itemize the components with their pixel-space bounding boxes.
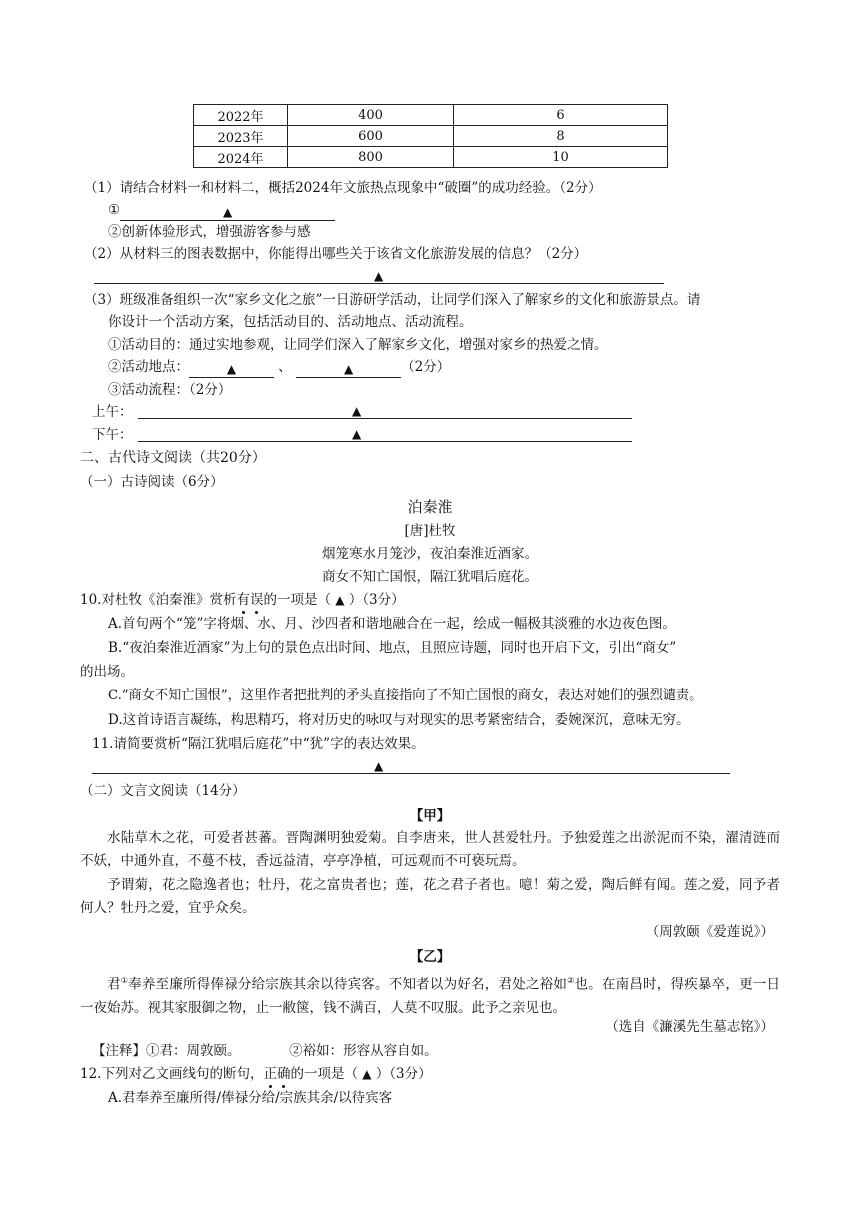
q3-location-label: ②活动地点： (108, 359, 189, 375)
table-cell-value: 600 (288, 126, 454, 147)
q10-option-c[interactable]: C.“商女不知亡国恨”，这里作者把批判的矛头直接指向了不知亡国恨的商女，表达对她们的强烈谴责。 (108, 688, 703, 703)
triangle-icon: ▲ (352, 427, 362, 441)
answer-line[interactable] (138, 418, 632, 419)
poem-author: [唐]杜牧 (404, 523, 456, 539)
triangle-icon: ▲ (374, 269, 384, 283)
emphasis-char: 有 (236, 592, 250, 608)
q3-location-score: （2分） (401, 359, 451, 375)
passage-text: 奉养至廉所得俸禄分给宗族其余以待宾客。不知者以为好名，君处之裕如 (128, 976, 568, 993)
answer-line[interactable] (92, 773, 730, 774)
q3-location (108, 357, 450, 377)
table-cell-year: 2024年 (194, 147, 288, 168)
emphasis-char: 误 (249, 592, 264, 608)
table-cell-value: 10 (454, 147, 668, 168)
q1-item1-number: ① (108, 202, 121, 218)
answer-blank[interactable] (120, 204, 335, 221)
table-row (194, 147, 668, 168)
table-row (194, 105, 668, 126)
table-cell-value: 6 (454, 105, 668, 126)
q3-process: ③活动流程：（2分） (108, 382, 232, 398)
q3-prompt-line2: 你设计一个活动方案，包括活动目的、活动地点、活动流程。 (108, 314, 473, 330)
stats-table (193, 104, 668, 168)
answer-blank[interactable] (189, 361, 274, 378)
subsection-title: （二）文言文阅读（14分） (80, 783, 246, 799)
passage-text: 也。在南昌时，得疾暴卒，更一日一夜始苏。视其家服御之物，止一敝箧，钱不满百，人莫不叹服。此予之亲见也。 (80, 976, 781, 1016)
table-cell-value: 8 (454, 126, 668, 147)
answer-line[interactable] (94, 283, 664, 284)
table-cell-value: 400 (288, 105, 454, 126)
poem-line: 烟笼寒水月笼沙，夜泊秦淮近酒家。 (322, 546, 538, 562)
q12-stem-text: 12.下列对乙文画线句的断句， (80, 1066, 264, 1082)
q11-prompt: 11.请简要赏析“隔江犹唱后庭花”中“犹”字的表达效果。 (92, 736, 425, 752)
q12-stem (80, 1064, 432, 1084)
q3-afternoon-label: 下午： (92, 427, 133, 443)
passage-jia-paragraph: 予谓菊，花之隐逸者也；牡丹，花之富贵者也；莲，花之君子者也。噫！菊之爱，陶后鲜有闻。莲之爱，同予者何人？牡丹之爱，宜乎众矣。 (80, 877, 780, 916)
note-item: ②裕如：形容从容自如。 (289, 1043, 438, 1059)
passage-jia-paragraph: 水陆草木之花，可爱者甚蕃。晋陶渊明独爱菊。自李唐来，世人甚爱牡丹。予独爱莲之出淤泥而不染，濯清涟而不妖，中通外直，不蔓不枝，香远益清，亭亭净植，可远观而不可亵玩焉。 (80, 830, 780, 869)
poem-line: 商女不知亡国恨，隔江犹唱后庭花。 (322, 569, 538, 585)
emphasis-char: 确 (276, 1066, 291, 1082)
q10-option-a[interactable]: A.首句两个“笼”字将烟、水、月、沙四者和谐地融合在一起，绘成一幅极其淡雅的水边夜色图。 (108, 616, 676, 632)
q3-prompt-line1: （3）班级准备组织一次“家乡文化之旅”一日游研学活动，让同学们深入了解家乡的文化和旅游景点。请 (84, 292, 701, 308)
triangle-icon: ▲ (222, 205, 233, 219)
q10-stem (80, 590, 405, 610)
q1-prompt: （1）请结合材料一和材料二，概括2024年文旅热点现象中“破圈”的成功经验。（2分） (84, 180, 602, 196)
q1-item-2: ②创新体验形式，增强游客参与感 (108, 224, 311, 240)
table-row (194, 126, 668, 147)
q10-stem-text: 的一项是（ (263, 592, 331, 608)
passage-yi-paragraph (80, 969, 780, 1020)
note-item: ①君：周敦颐。 (146, 1043, 241, 1059)
q10-option-b-cont: 的出场。 (80, 664, 134, 680)
passage-label-yi: 【乙】 (409, 949, 451, 965)
triangle-icon[interactable]: ▲ (335, 593, 345, 607)
footnote-marker: ① (120, 976, 129, 985)
q12-option-a[interactable]: A.君奉养至廉所得/俸禄分给/宗族其余/以待宾客 (108, 1090, 393, 1106)
q10-option-b[interactable]: B.“夜泊秦淮近酒家”为上句的景色点出时间、地点，且照应诗题，同时也开启下文，引出“商女” (108, 640, 677, 656)
q12-stem-text: 的一项是（ (290, 1066, 358, 1082)
passage-label-jia: 【甲】 (409, 808, 451, 824)
table-cell-year: 2022年 (194, 105, 288, 126)
emphasis-char: 正 (263, 1066, 277, 1082)
q1-answer-1 (108, 200, 335, 220)
q10-option-d[interactable]: D.这首诗语言凝练，构思精巧，将对历史的咏叹与对现实的思考紧密结合，委婉深沉，意味无穷。 (108, 712, 690, 728)
q3-location-separator: 、 (278, 359, 292, 375)
q3-morning-label: 上午： (92, 404, 133, 420)
triangle-icon: ▲ (374, 759, 384, 773)
table-cell-value: 800 (288, 147, 454, 168)
answer-line[interactable] (138, 441, 632, 442)
triangle-icon: ▲ (352, 404, 362, 418)
poem-title: 泊秦淮 (407, 498, 453, 516)
triangle-icon: ▲ (226, 362, 237, 376)
q10-stem-score: ）（3分） (348, 592, 405, 608)
table-cell-year: 2023年 (194, 126, 288, 147)
passage-text: 君 (107, 976, 121, 993)
q2-prompt: （2）从材料三的图表数据中，你能得出哪些关于该省文化旅游发展的信息？（2分） (84, 246, 588, 262)
q3-purpose: ①活动目的：通过实地参观，让同学们深入了解家乡文化，增强对家乡的热爱之情。 (108, 337, 608, 353)
footnote-marker: ② (567, 976, 575, 985)
q10-stem-text: 10.对杜牧《泊秦淮》赏析 (80, 592, 237, 608)
triangle-icon: ▲ (343, 362, 354, 376)
notes (92, 1041, 438, 1061)
subsection-title: （一）古诗阅读（6分） (80, 474, 224, 490)
notes-label: 【注释】 (92, 1043, 146, 1059)
triangle-icon[interactable]: ▲ (362, 1067, 372, 1081)
section-title: 二、古代诗文阅读（共20分） (80, 450, 266, 466)
q12-stem-score: ）（3分） (375, 1066, 432, 1082)
passage-source: （选自《濂溪先生墓志铭》） (605, 1019, 774, 1035)
passage-source: （周敦颐《爱莲说》） (645, 924, 774, 940)
answer-blank[interactable] (296, 361, 401, 378)
